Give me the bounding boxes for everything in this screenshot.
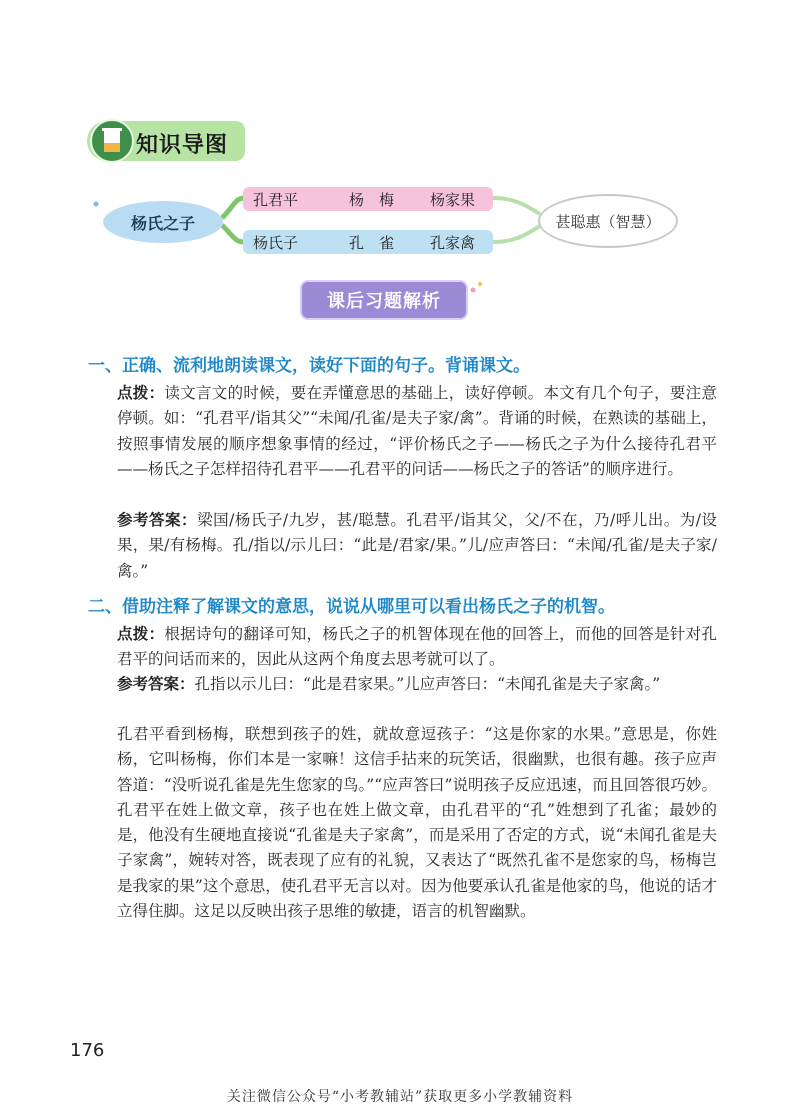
answer-text: 梁国/杨氏子/九岁，甚/聪慧。孔君平/诣其父，父/不在，乃/呼儿出。为/设果，果/有杨梅。孔/指以/示儿曰：“此是/君家/果。”儿/应声答曰：“未闻/孔雀/是夫子家/禽。” [117,511,717,580]
question-1-title: 一、正确、流利地朗读课文，读好下面的句子。背诵课文。 [88,356,530,376]
question-2-hint [117,622,717,673]
footer-note: 关注微信公众号“小考教辅站”获取更多小学教辅资料 [226,1089,574,1105]
knowledge-map-title: 知识导图 [136,133,229,158]
answer-label: 参考答案： [117,511,198,529]
hint-label: 点拨： [117,625,165,643]
branch-bottom-item: 孔 雀 [349,233,395,252]
mind-map-result: 甚聪惠（智慧） [538,194,678,248]
mind-map-root: 杨氏之子 [103,201,223,243]
branch-top-item: 杨 梅 [349,190,395,209]
branch-top-item: 孔君平 [253,190,299,209]
branch-bottom-item: 孔家禽 [430,233,476,252]
hint-label: 点拨： [117,384,165,402]
hint-text: 根据诗句的翻译可知，杨氏之子的机智体现在他的回答上，而他的回答是针对孔君平的问话而来的，因此从这两个角度去思考就可以了。 [117,625,717,669]
answer-text: 孔指以示儿曰：“此是君家果。”儿应声答曰：“未闻孔雀是夫子家禽。” [194,675,661,693]
branch-bottom-item: 杨氏子 [253,233,299,252]
answer-label: 参考答案： [117,675,195,693]
question-2-title: 二、借助注释了解课文的意思，说说从哪里可以看出杨氏之子的机智。 [88,597,615,617]
question-1-hint [117,381,717,482]
page-number: 176 [70,1040,105,1061]
question-2-explanation: 孔君平看到杨梅，联想到孩子的姓，就故意逗孩子：“这是你家的水果。”意思是，你姓杨，它叫杨梅，你们本是一家嘛！这信手拈来的玩笑话，很幽默，也很有趣。孩子应声答道：“没听说孔雀是先生您家的鸟。”“应声答曰”说明孩子反应迅速，而且回答很巧妙。孔君平在姓上做文章，孩子也在姓上做文章，由孔君平的“孔”姓想到了孔雀；最妙的是，他没有生硬地直接说“孔雀是夫子家禽”，而是采用了否定的方式，说“未闻孔雀是夫子家禽”，婉转对答，既表现了应有的礼貌，又表达了“既然孔雀不是您家的鸟，杨梅岂是我家的果”这个意思，使孔君平无言以对。因为他要承认孔雀是他家的鸟，他说的话才立得住脚。这足以反映出孩子思维的敏捷，语言的机智幽默。 [117,725,717,921]
mind-map-branch-bottom [243,230,493,254]
branch-top-item: 杨家果 [430,190,476,209]
question-2-answer [117,672,717,697]
mind-map-branch-top [243,187,493,211]
hint-text: 读文言文的时候，要在弄懂意思的基础上，读好停顿。本文有几个句子，要注意停顿。如：“孔君平/诣其父”“未闻/孔雀/是夫子家/禽”。背诵的时候，在熟读的基础上，按照事情发展的顺序想象事情的经过，“评价杨氏之子——杨氏之子为什么接待孔君平——杨氏之子怎样招待孔君平——孔君平的问话——杨氏之子的答话”的顺序进行。 [117,384,717,478]
exercise-banner: 课后习题解析 [300,280,468,320]
question-1-answer [117,508,717,584]
